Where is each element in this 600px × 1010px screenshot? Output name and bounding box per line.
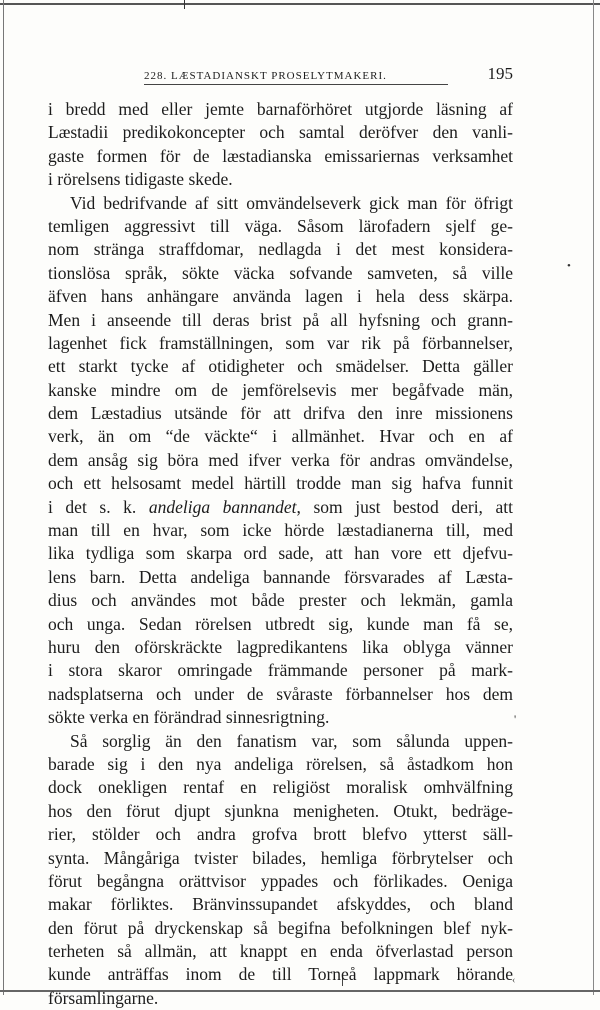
page-header [48, 64, 513, 88]
text-line: den förut på dryckenskap så begifna befolkningen blef nyk- [48, 917, 513, 938]
text-line: dem Læstadius utsände för att drifva den inre missionens [48, 403, 513, 424]
top-scan-edge [0, 3, 600, 5]
margin-speck: • [567, 260, 571, 272]
text-line: dius och användes mot både prester och lekmän, gamla [48, 590, 513, 611]
text-line: temligen aggressivt till väga. Såsom lärofadern sjelf ge- [48, 215, 513, 236]
text-line: kunde anträffas inom de till Torneå lappmark hörande [48, 964, 513, 985]
text-line: och ett helsosamt medel härtill trodde man sig hafva funnit [48, 473, 513, 494]
text-line: tionslösa språk, sökte väcka sofvande samveten, så ville [48, 262, 513, 283]
bottom-speck: ‹ [512, 975, 516, 986]
emphasized-term: andeliga bannandet [148, 496, 297, 517]
text-line: Vid bedrifvande af sitt omvändelseverk gick man för öfrigt [70, 192, 513, 213]
text-fragment: i det s. k. [48, 496, 149, 517]
text-line: man till en hvar, som icke hörde læstadianerna till, med [48, 520, 513, 541]
text-line: Så sorglig än den fanatism var, som sålunda uppen- [70, 730, 513, 751]
text-line: makar förliktes. Bränvinssupandet afskyddes, och bland [48, 894, 513, 915]
right-scan-edge [593, 0, 594, 995]
text-line: terheten så allmän, att knappt en enda öfverlastad person [48, 941, 513, 962]
text-line: församlingarne. [48, 987, 159, 1008]
text-line: lika tydliga som skarpa ord sade, att han vore ett djefvu- [48, 543, 513, 564]
text-line: verk, än om “de väckte“ i allmänhet. Hvar och en af [48, 426, 513, 447]
left-scan-edge [3, 0, 4, 995]
text-line: dock onekligen rentaf en religiöst moralisk omhvälfning [48, 777, 513, 798]
text-line: äfven hans anhängare använda lagen i hela dess skärpa. [48, 286, 513, 307]
text-line: i bredd med eller jemte barnaförhöret utgjorde läsning af [48, 99, 513, 119]
text-line: i stora skaror omringade främmande personer på mark- [48, 660, 513, 681]
text-line: dem ansåg sig böra med ifver verka för andras omvändelse, [48, 449, 513, 470]
running-head-underline [144, 84, 448, 85]
text-line: Men i anseende till deras brist på all hyfsning och grann- [48, 309, 513, 330]
text-line: nom stränga straffdomar, nedlagda i det mest konsidera- [48, 239, 513, 260]
text-line: sökte verka en förändrad sinnesrigtning. [48, 707, 330, 728]
text-line: lagenhet fick framställningen, som var rik på förbannelser, [48, 332, 513, 353]
text-fragment: , som just bestod deri, att [296, 496, 513, 517]
body-text [48, 98, 516, 1010]
text-line: i rörelsens tidigaste skede. [48, 169, 233, 190]
text-line: rier, stölder och andra grofva brott blefvo ytterst säll- [48, 824, 513, 845]
text-line: lens barn. Detta andeliga bannande försvarades af Læsta- [48, 566, 513, 587]
text-line: huru den oförskräckte lagpredikantens lika oblyga vänner [48, 636, 513, 657]
text-line: barade sig i den nya andeliga rörelsen, så åstadkom hon [48, 753, 513, 774]
text-line: kanske mindre om de jemförelsevis mer begåfvade män, [48, 379, 513, 400]
running-head: 228. LÆSTADIANSKT PROSELYTMAKERI. [144, 70, 387, 82]
text-line: hos den förut djupt sjunkna menigheten. Otukt, bedräge- [48, 800, 513, 821]
top-scan-tick [184, 0, 185, 9]
text-line: och unga. Sedan rörelsen utbredt sig, kunde man få se, [48, 613, 513, 634]
text-line: gaste formen för de læstadianska emissariernas verksamhet [48, 145, 513, 166]
text-line-with-emphasis [48, 496, 513, 519]
text-line: förut begångna orättvisor yppades och förlikades. Oeniga [48, 870, 513, 891]
text-line: ett starkt tycke af otidigheter och smädelser. Detta gäller [48, 356, 513, 377]
text-line: Læstadii predikokoncepter och samtal deröfver den vanli- [48, 122, 513, 143]
page-number: 195 [487, 64, 513, 83]
margin-tick-mark: ' [514, 712, 517, 726]
text-line: synta. Mångåriga tvister bilades, hemliga förbrytelser och [48, 847, 513, 868]
text-line: nadsplatserna och under de svåraste förbannelser hos dem [48, 683, 513, 704]
